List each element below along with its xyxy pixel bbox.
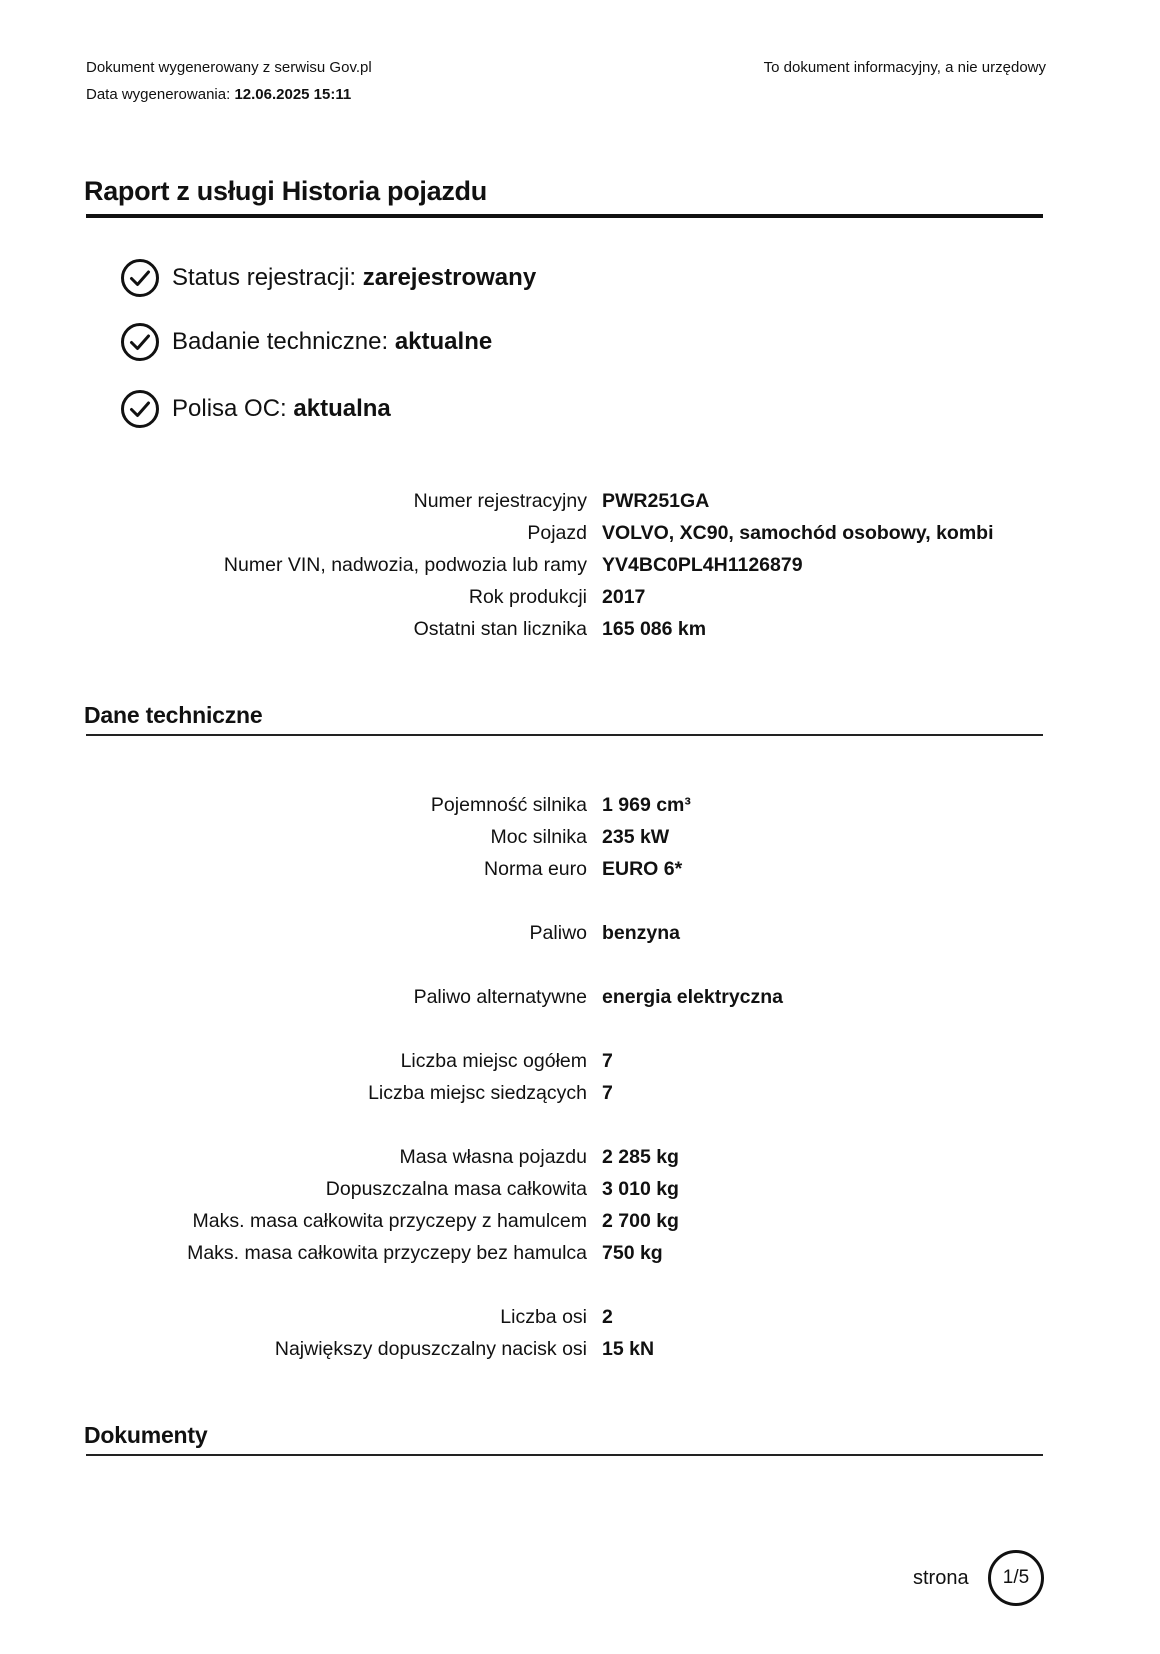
document-disclaimer: To dokument informacyjny, a nie urzędowy [763, 59, 1046, 76]
page-number: 1/5 [1002, 1567, 1030, 1588]
status-value: aktualne [394, 328, 493, 355]
field-label: Masa własna pojazdu [399, 1146, 587, 1168]
field-value: 165 086 km [602, 618, 707, 640]
status-label: Polisa OC: [172, 395, 287, 422]
field-value: 2 [602, 1306, 613, 1328]
field-label: Liczba miejsc siedzących [368, 1082, 587, 1104]
tech-row [0, 1174, 1160, 1204]
field-value: 235 kW [602, 826, 670, 848]
section-title-documents: Dokumenty [84, 1422, 208, 1448]
tech-row [0, 918, 1160, 948]
field-value: 1 969 cm³ [602, 794, 691, 816]
status-insurance [120, 387, 391, 431]
status-value: zarejestrowany [362, 264, 537, 291]
generation-date-value: 12.06.2025 15:11 [234, 86, 352, 103]
check-circle-icon [120, 389, 160, 429]
vehicle-row [0, 582, 1160, 612]
generation-date [86, 85, 351, 105]
tech-row [0, 1302, 1160, 1332]
check-circle-icon [120, 258, 160, 298]
field-label: Dopuszczalna masa całkowita [325, 1178, 587, 1200]
page-title: Raport z usługi Historia pojazdu [84, 176, 487, 206]
field-value: 15 kN [602, 1338, 655, 1360]
generation-date-label: Data wygenerowania: [86, 86, 231, 103]
field-label: Liczba osi [500, 1306, 587, 1328]
field-label: Norma euro [484, 858, 587, 880]
field-value: benzyna [602, 922, 681, 944]
field-label: Paliwo alternatywne [413, 986, 587, 1008]
tech-row [0, 1238, 1160, 1268]
check-circle-icon [120, 322, 160, 362]
tech-row [0, 854, 1160, 884]
vehicle-row [0, 518, 1160, 548]
status-inspection [120, 320, 492, 364]
field-value: 7 [602, 1082, 613, 1104]
tech-row [0, 790, 1160, 820]
tech-row [0, 1078, 1160, 1108]
field-label: Numer rejestracyjny [413, 490, 587, 512]
field-label: Numer VIN, nadwozia, podwozia lub ramy [223, 554, 587, 576]
field-label: Moc silnika [490, 826, 587, 848]
field-label: Maks. masa całkowita przyczepy bez hamulca [187, 1242, 587, 1264]
field-value: 2 700 kg [602, 1210, 679, 1232]
status-label: Status rejestracji: [172, 264, 357, 291]
status-label: Badanie techniczne: [172, 328, 389, 355]
field-label: Ostatni stan licznika [413, 618, 587, 640]
field-label: Pojazd [527, 522, 587, 544]
field-value: PWR251GA [602, 490, 710, 512]
field-value: 2 285 kg [602, 1146, 679, 1168]
section-divider [86, 1454, 1043, 1456]
field-label: Paliwo [529, 922, 587, 944]
vehicle-row [0, 550, 1160, 580]
field-value: VOLVO, XC90, samochód osobowy, kombi [602, 522, 994, 544]
field-label: Maks. masa całkowita przyczepy z hamulcem [192, 1210, 587, 1232]
tech-row [0, 1142, 1160, 1172]
generated-source: Dokument wygenerowany z serwisu Gov.pl [86, 59, 372, 76]
tech-row [0, 1334, 1160, 1364]
tech-row [0, 1206, 1160, 1236]
field-value: 2017 [602, 586, 646, 608]
field-value: energia elektryczna [602, 986, 784, 1008]
field-value: 3 010 kg [602, 1178, 679, 1200]
title-divider [86, 214, 1043, 218]
page-label: strona [913, 1567, 969, 1589]
status-value: aktualna [293, 395, 391, 422]
field-label: Liczba miejsc ogółem [400, 1050, 587, 1072]
section-title-technical: Dane techniczne [84, 702, 263, 728]
field-label: Pojemność silnika [430, 794, 587, 816]
vehicle-row [0, 614, 1160, 644]
field-value: YV4BC0PL4H1126879 [602, 554, 803, 576]
field-value: 750 kg [602, 1242, 663, 1264]
tech-row [0, 1046, 1160, 1076]
tech-row [0, 822, 1160, 852]
section-divider [86, 734, 1043, 736]
field-value: EURO 6* [602, 858, 683, 880]
field-label: Rok produkcji [468, 586, 587, 608]
field-label: Największy dopuszczalny nacisk osi [274, 1338, 587, 1360]
page-number-badge [988, 1550, 1044, 1606]
field-value: 7 [602, 1050, 613, 1072]
status-registration [120, 256, 536, 300]
tech-row [0, 982, 1160, 1012]
vehicle-row [0, 486, 1160, 516]
